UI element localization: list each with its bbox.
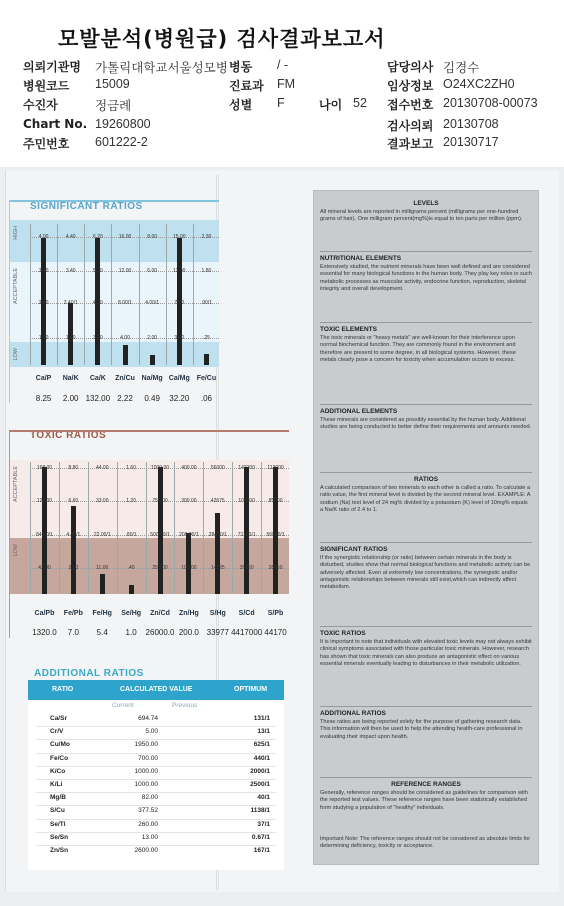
section-body: These minerals are considered as possibly essential by the human body. Additional studies are being conducted to better define their requirements and amounts needed. (320, 417, 532, 431)
explanation-section (320, 408, 532, 432)
tick-label: 4.00 (120, 335, 130, 341)
tick-label: 85300 (268, 498, 283, 504)
tick-label: 1.80 (201, 268, 212, 274)
ratio-name: Se/Tl (50, 820, 66, 828)
optimum-value: 0.67/1 (251, 833, 270, 841)
header-value: 김경수 (443, 61, 480, 75)
section-body: All mineral levels are reported in milligrams percent (milligrams per one-hundred grams of hair). One milligram percent(mg%)is equal to ten parts per million (ppm). (320, 209, 523, 223)
optimum-value: 2000/1 (250, 767, 270, 775)
header-value: 정금례 (95, 99, 132, 113)
col-optimum: OPTIMUM (234, 686, 268, 693)
header-value: F (277, 96, 285, 110)
bar-s-pb (273, 467, 278, 594)
tick-label: 56900/1 (266, 532, 285, 538)
tick-label: 250.00 (152, 565, 168, 571)
gridline (139, 224, 140, 365)
header-value: 15009 (95, 77, 130, 91)
ratio-name: Cu/Mo (50, 741, 70, 749)
band-label: ACCEPTABLE (13, 466, 19, 502)
header-label: 담당의사 (387, 60, 434, 74)
bar-na-k (68, 303, 73, 365)
section-heading: SIGNIFICANT RATIOS (320, 546, 388, 553)
col-calculated: CALCULATED VALUE (120, 686, 193, 693)
header-label: Chart No. (23, 117, 88, 131)
value-label: 200.0 (178, 628, 199, 637)
tick-label: 400.00 (181, 465, 197, 471)
band-label: HIGH (13, 226, 19, 240)
header-label: 주민번호 (23, 137, 70, 151)
header-label: 의뢰기관명 (23, 60, 81, 74)
row-divider (36, 726, 276, 727)
value-label: 33977 (206, 628, 229, 637)
tick-label: 6.60 (68, 498, 79, 504)
table-row (28, 755, 284, 767)
section-heading: REFERENCE RANGES (391, 781, 461, 788)
category-label: S/Hg (209, 610, 226, 617)
ratio-name: Se/Sn (50, 833, 69, 841)
bar-s-hg (215, 513, 220, 594)
category-label: Ca/P (35, 375, 52, 382)
ratio-name: Cr/V (50, 728, 64, 736)
category-label: Zn/Hg (178, 610, 199, 617)
header-value: 가톨릭대학교서울성모병 (95, 61, 228, 75)
header-label: 병동 (229, 60, 253, 74)
category-label: Ca/Mg (168, 375, 190, 382)
tick-label: 1.40 (65, 335, 76, 341)
section-divider (320, 404, 532, 405)
header-value: FM (277, 77, 296, 91)
gridline (84, 224, 85, 365)
category-label: Na/Mg (141, 375, 163, 382)
optimum-value: 625/1 (253, 741, 270, 749)
tick-label: 200.00/1 (179, 532, 199, 538)
section-heading: ADDITIONAL ELEMENTS (320, 408, 398, 415)
explanation-section (320, 546, 532, 591)
calculated-value: 2600.00 (134, 847, 158, 854)
header-label: 임상정보 (387, 79, 434, 93)
tick-label: 4.20 (92, 300, 103, 306)
gridline (57, 224, 58, 365)
category-label: Fe/Cu (196, 375, 217, 382)
optimum-value: 13/1 (257, 728, 270, 736)
tick-label: 3.40 (38, 268, 49, 274)
header-value: 19260800 (95, 117, 151, 131)
gridline (232, 462, 233, 594)
bar-s-cd (244, 467, 249, 594)
section-heading: TOXIC RATIOS (320, 630, 366, 637)
row-divider (36, 845, 276, 846)
tick-label: 71100/1 (237, 532, 256, 538)
tick-label: .25 (202, 335, 210, 341)
header-value: 52 (353, 96, 367, 110)
row-divider (36, 753, 276, 754)
tick-label: 28450 (268, 565, 283, 571)
row-divider (36, 766, 276, 767)
additional-ratios-table (28, 680, 284, 870)
optimum-value: 2500/1 (250, 781, 270, 788)
row-divider (36, 832, 276, 833)
tick-label: 142200 (238, 465, 255, 471)
optimum-value: 40/1 (257, 794, 270, 802)
optimum-value: 131/1 (253, 715, 270, 722)
bar-zn-cu (123, 345, 128, 365)
tick-label: 5.20 (92, 268, 103, 274)
category-label: Ca/K (89, 375, 106, 382)
category-label: S/Pb (267, 610, 284, 617)
tick-label: 106600 (238, 498, 255, 504)
ratio-name: Zn/Sn (50, 847, 69, 854)
tick-label: .40 (127, 565, 135, 571)
band-label: LOW (13, 348, 19, 361)
header-label: 접수번호 (387, 98, 434, 112)
tick-label: 168.00 (36, 465, 53, 471)
gridline (59, 462, 60, 594)
gridline (193, 224, 194, 365)
tick-label: 8.00/1 (118, 300, 132, 306)
section-body: These ratios are being reported solely for the purpose of gathering research data. This information will then be used to help the attending health-care professional in evaluating their impact upon health. (320, 719, 523, 740)
value-label: .06 (200, 394, 212, 403)
table-row (28, 821, 284, 833)
header-value: 601222-2 (95, 135, 148, 149)
table-row (28, 741, 284, 753)
report-title: 모발분석(병원급) 검사결과보고서 (58, 27, 386, 51)
tick-label: 1.80 (38, 335, 49, 341)
significant-ratios-chart (9, 200, 219, 403)
tick-label: 750.00 (152, 498, 168, 504)
category-label: Se/Hg (121, 610, 142, 617)
band-label: ACCEPTABLE (13, 268, 19, 304)
col-current: Current (112, 702, 134, 709)
tick-label: 2.20 (68, 565, 79, 571)
optimum-value: 167/1 (253, 847, 270, 854)
tick-label: 84.00/1 (36, 532, 53, 538)
section-body: The toxic minerals or "heavy metals" are well-known for their interference upon normal biochemical function. They are commonly found in the environment and therefore are present to some degree, in all biological systems. However, these metals clearly pose a concern for toxicity when accumulation occurs to excess. (320, 335, 516, 363)
value-label: 5.4 (96, 628, 108, 637)
tick-label: .80/1 (125, 532, 137, 538)
bar-fe-cu (204, 354, 209, 365)
row-divider (36, 739, 276, 740)
calculated-value: 82.00 (141, 794, 158, 802)
header-value: O24XC2ZH0 (443, 77, 515, 91)
tick-label: .90/1 (200, 300, 212, 306)
tick-label: 2.40/1 (63, 300, 78, 306)
tick-label: 35550 (239, 565, 254, 571)
explanation-section (320, 255, 532, 293)
table-row (28, 807, 284, 819)
calculated-value: 700.00 (138, 754, 158, 762)
value-label: 1.0 (125, 628, 137, 637)
tick-label: 1000.00 (150, 465, 170, 471)
tick-label: 4.40/1 (66, 532, 81, 538)
tick-label: 500.00/1 (150, 532, 170, 538)
header-label: 성별 (229, 98, 253, 112)
calculated-value: 5.00 (145, 728, 158, 736)
tick-label: 3.40 (65, 268, 76, 274)
category-label: Zn/Cu (115, 375, 135, 382)
tick-label: 44.00 (95, 465, 109, 471)
category-label: S/Cd (238, 610, 255, 617)
calculated-value: 260.00 (138, 820, 158, 828)
tick-label: 2.00 (147, 335, 158, 341)
ratio-name: Mg/B (50, 794, 66, 802)
gridline (30, 224, 31, 365)
bar-fe-pb (71, 506, 76, 594)
table-row (28, 847, 284, 859)
significant-ratios-heading: SIGNIFICANT RATIOS (30, 201, 143, 212)
section-heading: RATIOS (413, 476, 439, 483)
tick-label: 2.60 (38, 300, 49, 306)
calculated-value: 1000.00 (134, 767, 158, 775)
bar-ca-pb (42, 467, 47, 594)
value-label: 32.20 (169, 394, 190, 403)
section-divider (320, 322, 532, 323)
optimum-value: 440/1 (253, 754, 270, 762)
section-divider (320, 472, 532, 473)
explanation-section (320, 476, 532, 514)
tick-label: 4.40 (65, 234, 76, 240)
toxic-ratios-heading: TOXIC RATIOS (30, 430, 107, 441)
category-label: Fe/Pb (63, 610, 83, 617)
section-body: Generally, reference ranges should be considered as guidelines for comparison with the reported test values. These reference ranges have been statistically established form studying a population of "healthy" individuals. (320, 790, 528, 811)
row-divider (36, 779, 276, 780)
tick-label: 11.00 (173, 268, 186, 274)
tick-label: 300.00 (181, 498, 197, 504)
calculated-value: 1950.00 (134, 741, 158, 749)
header-label: 검사의뢰 (387, 119, 434, 133)
value-label: 2.00 (62, 394, 79, 403)
tick-label: 42675 (210, 498, 225, 504)
section-body: A calculated comparison of two minerals to each other is called a ratio. To calculate a ratio value, the first mineral level is divided by the second mineral level. EXAMPLE: A sodium (Na) test level of 24 mg% divided by a potassium (K) level of 10mg% equals a Na/K ratio of 2.4 to 1. (320, 485, 531, 513)
ratio-name: K/Co (50, 767, 66, 775)
table-row (28, 794, 284, 806)
tick-label: 1.20 (126, 498, 136, 504)
section-divider (320, 542, 532, 543)
gridline (261, 462, 262, 594)
tick-label: 7.00 (174, 300, 185, 306)
optimum-value: 1138/1 (250, 807, 270, 815)
tick-label: 100.00 (181, 565, 197, 571)
table-header (28, 680, 284, 700)
section-body: It is important to note that individuals with elevated toxic levels may not always exhibit clinical symptoms associated with those particular toxic minerals. However, research has shown that toxic minerals can also produce an antagonistic effect on various essential minerals eventually leading to disturbances in their metabolic utilization. (320, 639, 532, 667)
tick-label: 14225 (210, 565, 225, 571)
ratio-name: Ca/Sr (50, 715, 67, 722)
value-label: 26000.0 (145, 628, 175, 637)
header-label: 수진자 (23, 98, 58, 112)
additional-ratios-heading: ADDITIONAL RATIOS (34, 668, 144, 679)
tick-label: 126.00 (36, 498, 53, 504)
category-label: Zn/Cd (150, 610, 170, 617)
section-heading: LEVELS (413, 200, 439, 207)
bar-fe-hg (100, 574, 105, 594)
explanation-section (320, 836, 532, 851)
explanation-section (320, 326, 532, 364)
tick-label: 113000 (267, 465, 284, 471)
tick-label: 56000 (210, 465, 225, 471)
header-value: 20130717 (443, 135, 499, 149)
table-row (28, 768, 284, 780)
calculated-value: 377.52 (138, 807, 158, 815)
value-label: 0.49 (144, 394, 160, 403)
section-body: Extensively studied, the nutrient minerals have been well defined and are considered essential for many biological functions in the human body. They play key roles in such metabolic processes as muscular activity, endocrine function, reproduction, skeletal integrity and overall development. (320, 264, 532, 292)
tick-label: 3.20 (92, 335, 103, 341)
gridline (203, 462, 204, 594)
explanation-section (320, 781, 532, 812)
section-heading: NUTRITIONAL ELEMENTS (320, 255, 402, 262)
tick-label: 6.00 (147, 268, 158, 274)
tick-label: 8.80 (68, 465, 79, 471)
header-value: 20130708 (443, 117, 499, 131)
section-heading: TOXIC ELEMENTS (320, 326, 377, 333)
bar-zn-hg (186, 533, 191, 594)
section-body: If the synergistic relationship (or ratio) between certain minerals in the body is disturbed, studies show that normal biological functions and metabolic activity can be adversely affected. Even at extremely low concentrations, the synergistic and/or antagonistic relationships between minerals still exist,which can indirectly affect metabolism. (320, 555, 531, 591)
ratio-name: K/Li (50, 781, 63, 788)
gridline (88, 462, 89, 594)
tick-label: 16.00 (118, 234, 132, 240)
header-label: 나이 (319, 98, 343, 112)
bar-se-hg (129, 585, 134, 594)
table-row (28, 834, 284, 846)
tick-label: 15.00 (173, 234, 186, 240)
header-label: 결과보고 (387, 137, 434, 151)
header-label: 병원코드 (23, 79, 70, 93)
gridline (117, 462, 118, 594)
col-previous: Previous (172, 702, 198, 709)
bar-zn-cd (158, 467, 163, 594)
section-body: Important Note: The reference ranges should not be considered as absolute limits for determining deficiency, toxicity or acceptance. (320, 836, 531, 850)
explanation-section (320, 200, 532, 224)
table-row (28, 715, 284, 727)
tick-label: 33.00 (95, 498, 109, 504)
tick-label: 28450/1 (208, 532, 227, 538)
category-label: Na/K (62, 375, 79, 382)
header-label: 진료과 (229, 79, 264, 93)
section-divider (320, 706, 532, 707)
optimum-value: 37/1 (257, 820, 270, 828)
gridline (174, 462, 175, 594)
table-row (28, 781, 284, 793)
col-ratio: RATIO (52, 686, 74, 693)
value-label: 1320.0 (32, 628, 57, 637)
row-divider (36, 819, 276, 820)
band-label: LOW (13, 544, 19, 557)
bar-na-mg (150, 355, 155, 365)
section-heading: ADDITIONAL RATIOS (320, 710, 386, 717)
explanation-section (320, 710, 532, 741)
tick-label: 4.00 (38, 234, 49, 240)
row-divider (36, 792, 276, 793)
tick-label: 8.00 (147, 234, 158, 240)
tick-label: 12.00 (118, 268, 132, 274)
value-label: 8.25 (35, 394, 52, 403)
tick-label: 1.60 (126, 465, 136, 471)
category-label: Fe/Hg (92, 610, 112, 617)
gridline (111, 224, 112, 365)
section-divider (320, 777, 532, 778)
calculated-value: 694.74 (138, 715, 158, 722)
value-label: 2.22 (117, 394, 133, 403)
gridline (146, 462, 147, 594)
ratio-name: Fe/Co (50, 754, 69, 762)
tick-label: 42.00 (38, 565, 51, 571)
ratio-name: S/Cu (50, 807, 65, 815)
tick-label: 22.00/1 (93, 532, 111, 538)
gridline (166, 224, 167, 365)
section-divider (320, 251, 532, 252)
section-divider (320, 626, 532, 627)
value-label: 44170 (264, 628, 287, 637)
value-label: 132.00 (85, 394, 111, 403)
header-value: 20130708-00073 (443, 96, 538, 110)
value-label: 4417000 (231, 628, 263, 637)
calculated-value: 1000.00 (134, 781, 158, 788)
tick-label: 11.00 (96, 565, 109, 571)
value-label: 7.0 (67, 628, 79, 637)
tick-label: 2.30 (201, 234, 212, 240)
table-row (28, 728, 284, 740)
category-label: Ca/Pb (34, 610, 55, 617)
tick-label: 6.20 (92, 234, 103, 240)
tick-label: 3.00 (174, 335, 185, 341)
toxic-ratios-chart (9, 430, 289, 638)
gridline (30, 462, 31, 594)
row-divider (36, 805, 276, 806)
header-value: / - (277, 58, 289, 72)
tick-label: 4.00/1 (145, 300, 160, 306)
explanation-section (320, 630, 532, 668)
calculated-value: 13.00 (141, 833, 158, 841)
